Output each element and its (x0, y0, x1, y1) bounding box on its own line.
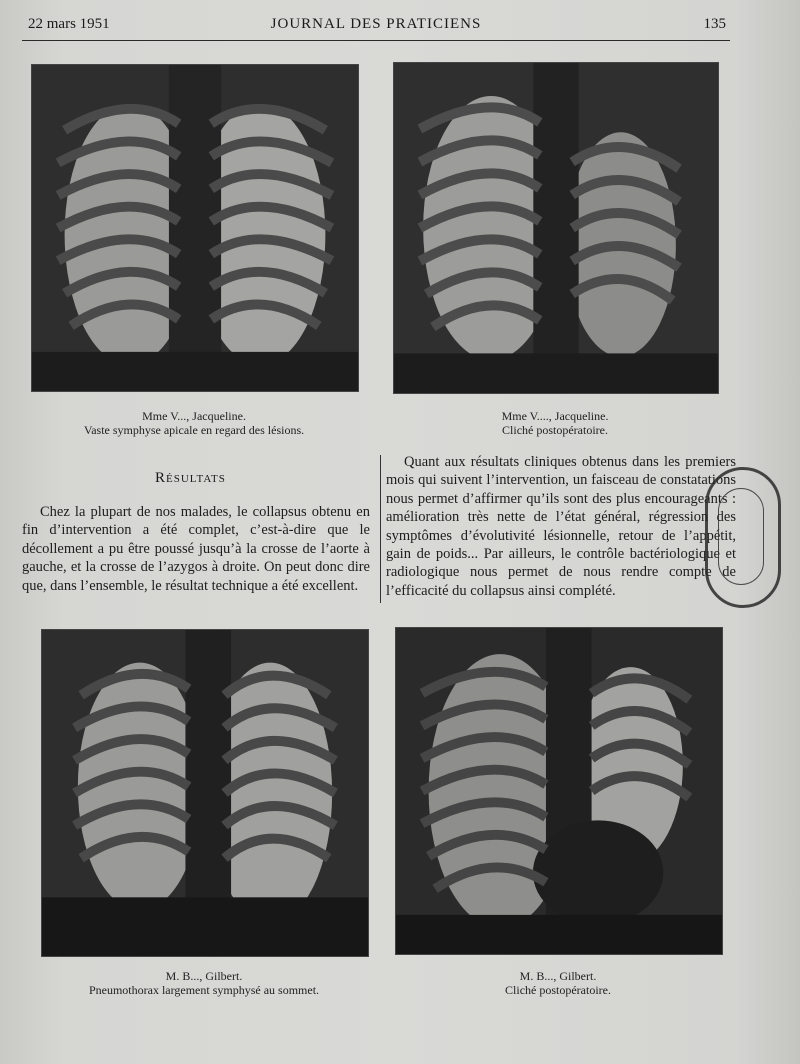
chest-xray-image (42, 630, 368, 956)
xray-figure-4 (395, 627, 723, 955)
section-title: Résultats (155, 470, 226, 486)
left-column-text (22, 503, 370, 595)
header-journal-title: JOURNAL DES PRATICIENS (270, 16, 482, 32)
figure-2-caption (393, 409, 717, 437)
caption-patient: M. B..., Gilbert. (519, 969, 597, 983)
caption-patient: Mme V...., Jacqueline. (501, 409, 609, 423)
column-rule (380, 455, 381, 603)
xray-figure-3 (41, 629, 369, 957)
chest-xray-image (32, 65, 358, 391)
caption-description: Cliché postopératoire. (502, 423, 608, 437)
caption-description: Vaste symphyse apicale en regard des lésions. (83, 423, 305, 437)
figure-1-caption (31, 409, 357, 437)
xray-figure-2 (393, 62, 719, 394)
figure-3-caption (41, 969, 367, 997)
chest-xray-image (396, 628, 722, 954)
caption-patient: Mme V..., Jacqueline. (142, 409, 246, 423)
library-stamp (705, 467, 781, 608)
chest-xray-image (394, 63, 718, 393)
caption-description: Pneumothorax largement symphysé au sommet. (88, 983, 320, 997)
stamp-inner-ring (718, 488, 764, 585)
paragraph: Quant aux résultats cliniques obtenus dans les premiers mois qui suivent l’intervention, un faisceau de constatations nous permet d’affirmer qu’ils sont des plus encourageants : amélioration très nette de l’état général, régression des symptômes d’évolutivité lésionnelle, retour de l’appétit, gain de poids... Par ailleurs, le contrôle bactériologique et radiologique nous permet de nous rendre compte de l’efficacité du collapsus ainsi complété. (386, 454, 736, 599)
header-page-number: 135 (703, 16, 726, 32)
right-column-text (386, 453, 736, 600)
caption-patient: M. B..., Gilbert. (165, 969, 243, 983)
paragraph: Chez la plupart de nos malades, le collapsus obtenu en fin d’intervention a été complet, c’est-à-dire que le décollement a pu être poussé jusqu’à la crosse de l’aorte à gauche, et la crosse de l’azygos à droite. On peut donc dire que, dans l’ensemble, le résultat technique a été excellent. (22, 504, 370, 594)
running-header (22, 14, 730, 41)
figure-4-caption (395, 969, 721, 997)
caption-description: Cliché postopératoire. (505, 983, 611, 997)
header-date: 22 mars 1951 (28, 16, 110, 32)
xray-figure-1 (31, 64, 359, 392)
